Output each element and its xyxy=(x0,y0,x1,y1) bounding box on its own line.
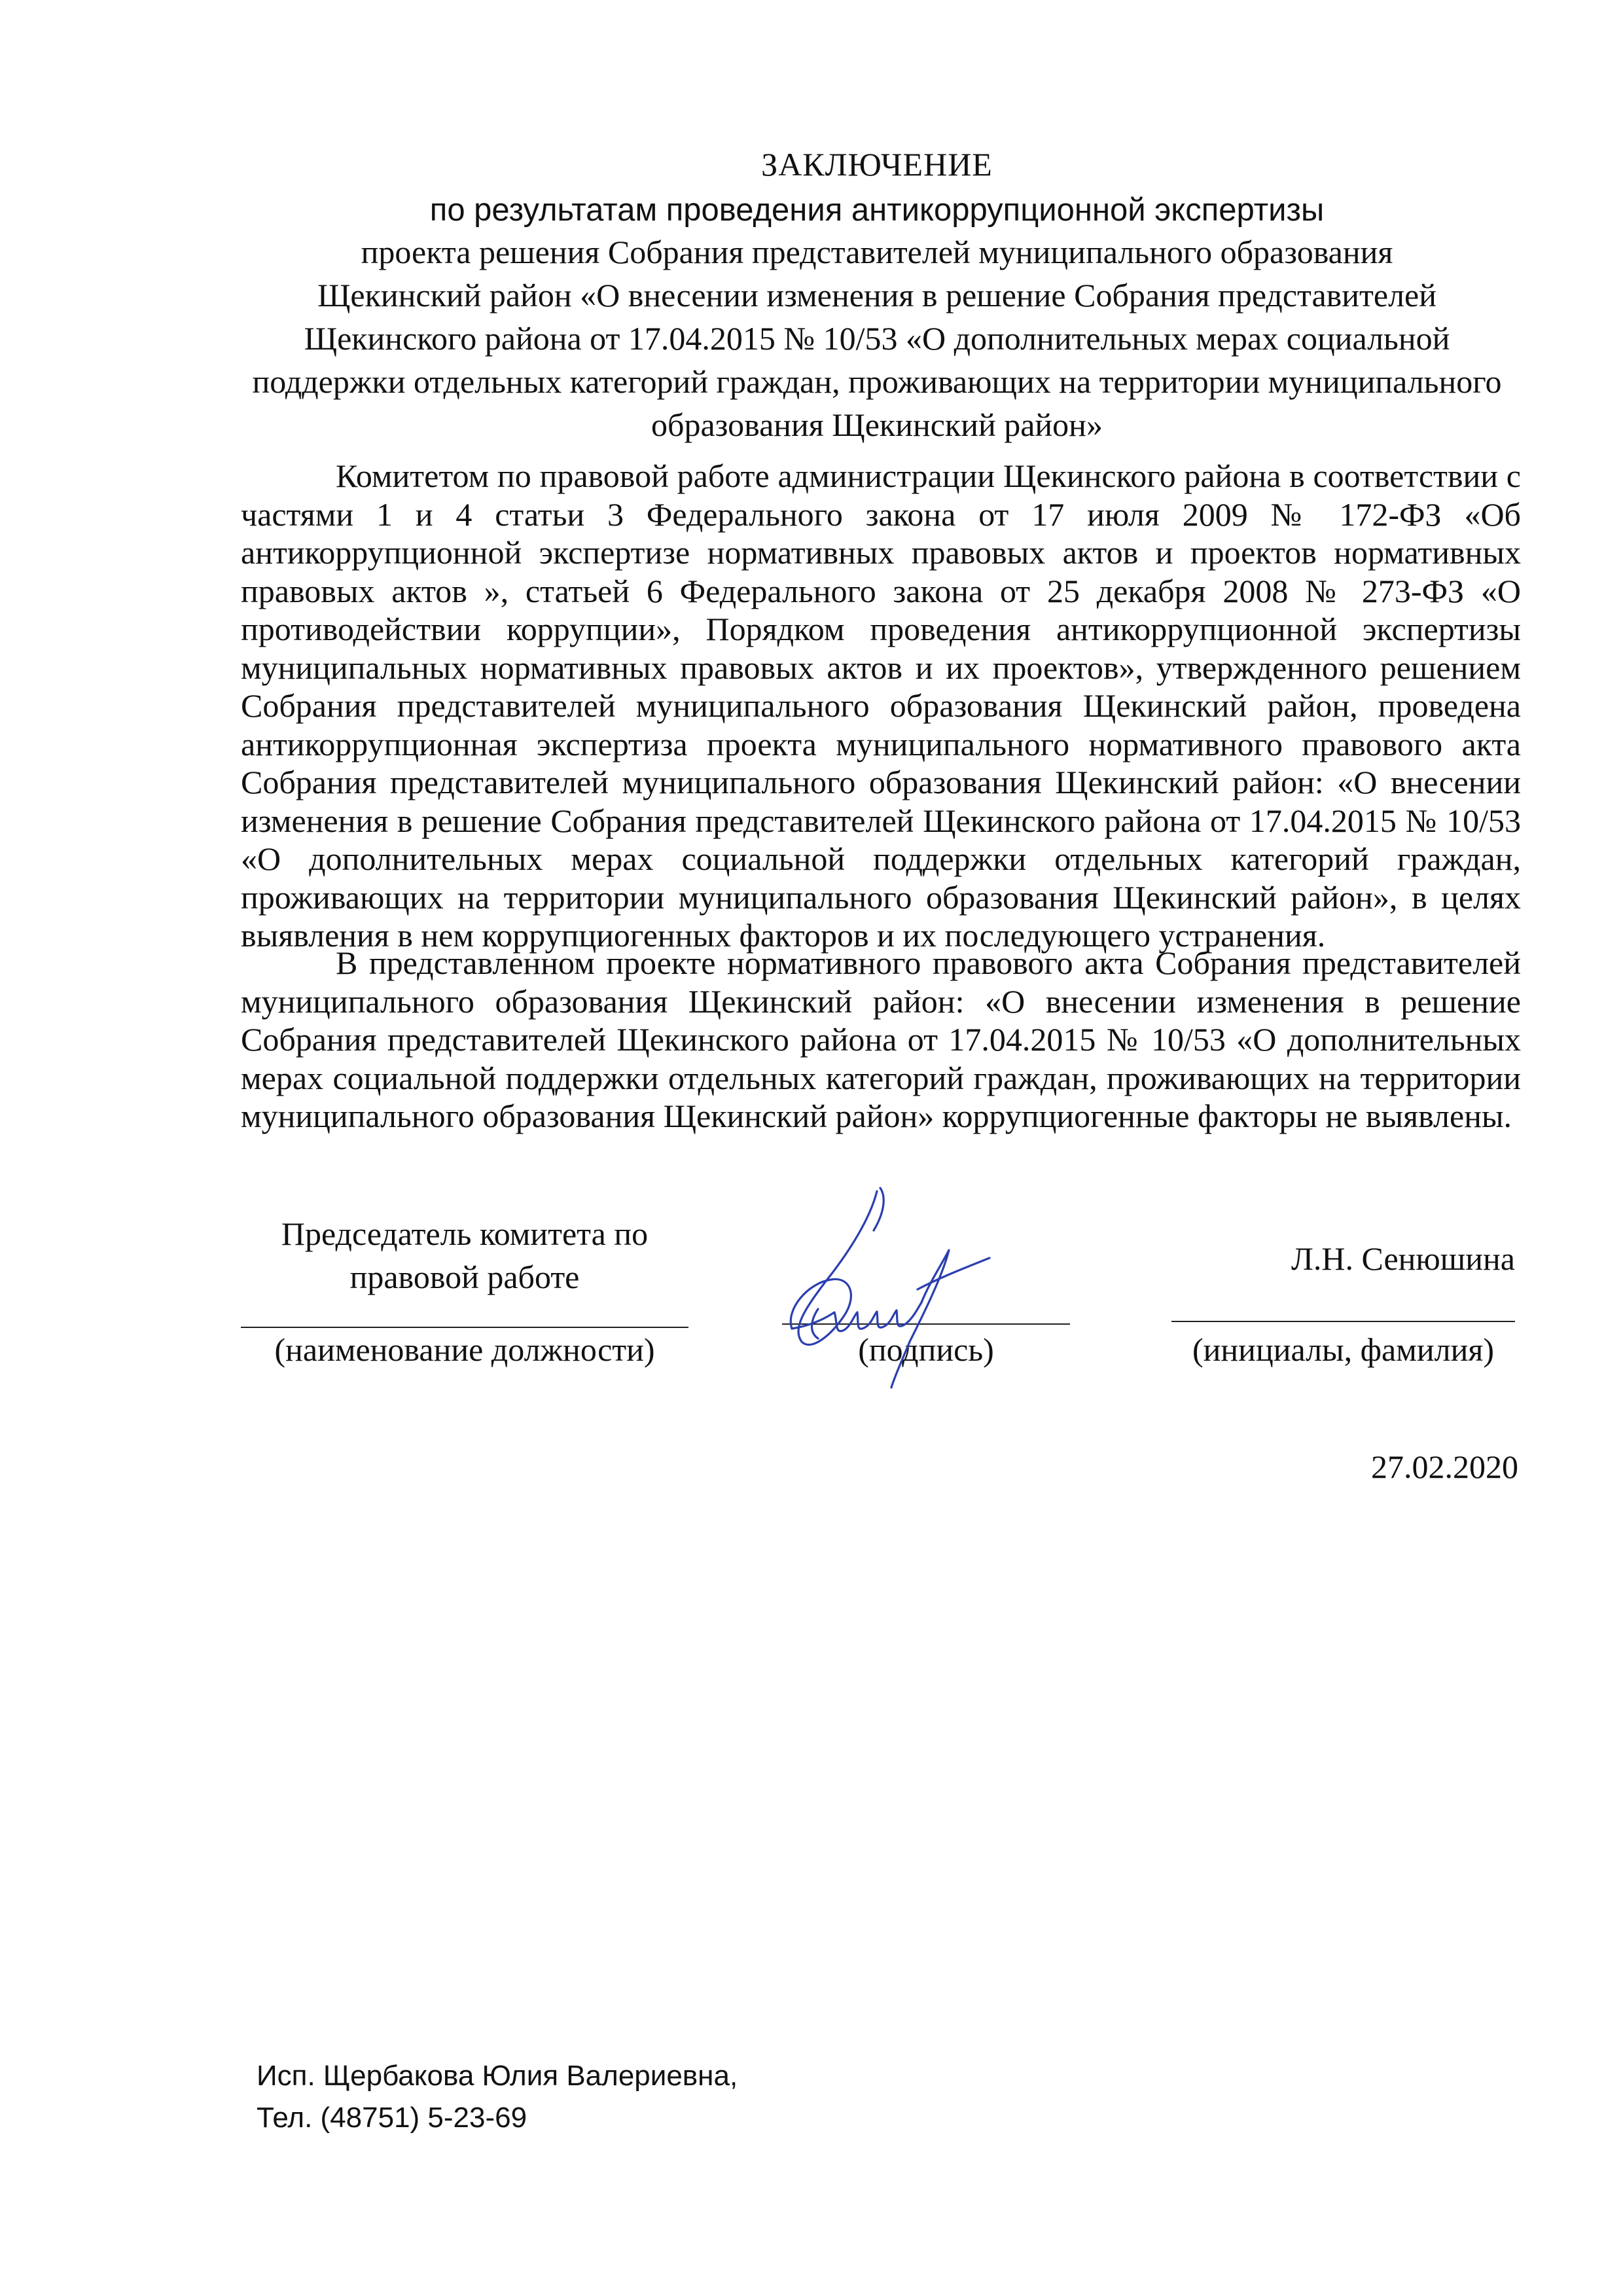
position-underline xyxy=(241,1327,688,1328)
handwritten-signature xyxy=(746,1178,995,1394)
executor-info xyxy=(257,2055,738,2139)
name-caption: (инициалы, фамилия) xyxy=(1192,1331,1494,1368)
position-caption: (наименование должности) xyxy=(274,1331,655,1368)
position-line: Председатель комитета по xyxy=(281,1215,649,1252)
subject-line: Щекинский район «О внесении изменения в решение Собрания представителей xyxy=(317,277,1436,314)
body-paragraph-2: В представленном проекте нормативного правового акта Собрания представителей муниципального образования Щекинский район: «О внесении изменения в решение Собрания представителей Щекинского района от 17.04.2015 № 10/53 «О дополнительных мерах социальной поддержки отдельных категорий граждан, проживающих на территории муниципального образования Щекинский район» коррупциогенные факторы не выявлены. xyxy=(241,944,1521,1134)
position-line: правовой работе xyxy=(349,1259,580,1295)
body-paragraph-1: Комитетом по правовой работе администрации Щекинского района в соответствии с частями 1 и 4 статьи 3 Федерального закона от 17 июля 2009 № 172-ФЗ «Об антикоррупционной экспертизе нормативных правовых актов и проектов нормативных правовых актов », статьей 6 Федерального закона от 25 декабря 2008 № 273-ФЗ «О противодействии коррупции», Порядком проведения антикоррупционной экспертизы муниципальных нормативных правовых актов и их проектов», утвержденного решением Собрания представителей муниципального образования Щекинский район, проведена антикоррупционная экспертиза проекта муниципального нормативного правового акта Собрания представителей муниципального образования Щекинский район: «О внесении изменения в решение Собрания представителей Щекинского района от 17.04.2015 № 10/53 «О дополнительных мерах социальной поддержки отдельных категорий граждан, проживающих на территории муниципального образования Щекинский район», в целях выявления в нем коррупциогенных факторов и их последующего устранения. xyxy=(241,457,1521,954)
document-date: 27.02.2020 xyxy=(1371,1448,1518,1485)
executor-phone: Тел. (48751) 5-23-69 xyxy=(257,2102,527,2134)
subject-line: поддержки отдельных категорий граждан, проживающих на территории муниципального xyxy=(252,363,1502,400)
signer-name: Л.Н. Сенюшина xyxy=(1291,1240,1515,1277)
subject-line: Щекинского района от 17.04.2015 № 10/53 «О дополнительных мерах социальной xyxy=(304,320,1450,357)
signer-position xyxy=(236,1212,694,1299)
document-title: ЗАКЛЮЧЕНИЕ xyxy=(761,146,993,183)
document-subject xyxy=(249,230,1505,446)
name-underline xyxy=(1171,1321,1515,1322)
subject-line: проекта решения Собрания представителей муниципального образования xyxy=(361,234,1393,270)
subject-line: образования Щекинский район» xyxy=(651,406,1103,443)
document-subtitle: по результатам проведения антикоррупционной экспертизы xyxy=(429,192,1325,228)
executor-name: Исп. Щербакова Юлия Валериевна, xyxy=(257,2060,738,2092)
signature-caption: (подпись) xyxy=(858,1331,994,1368)
